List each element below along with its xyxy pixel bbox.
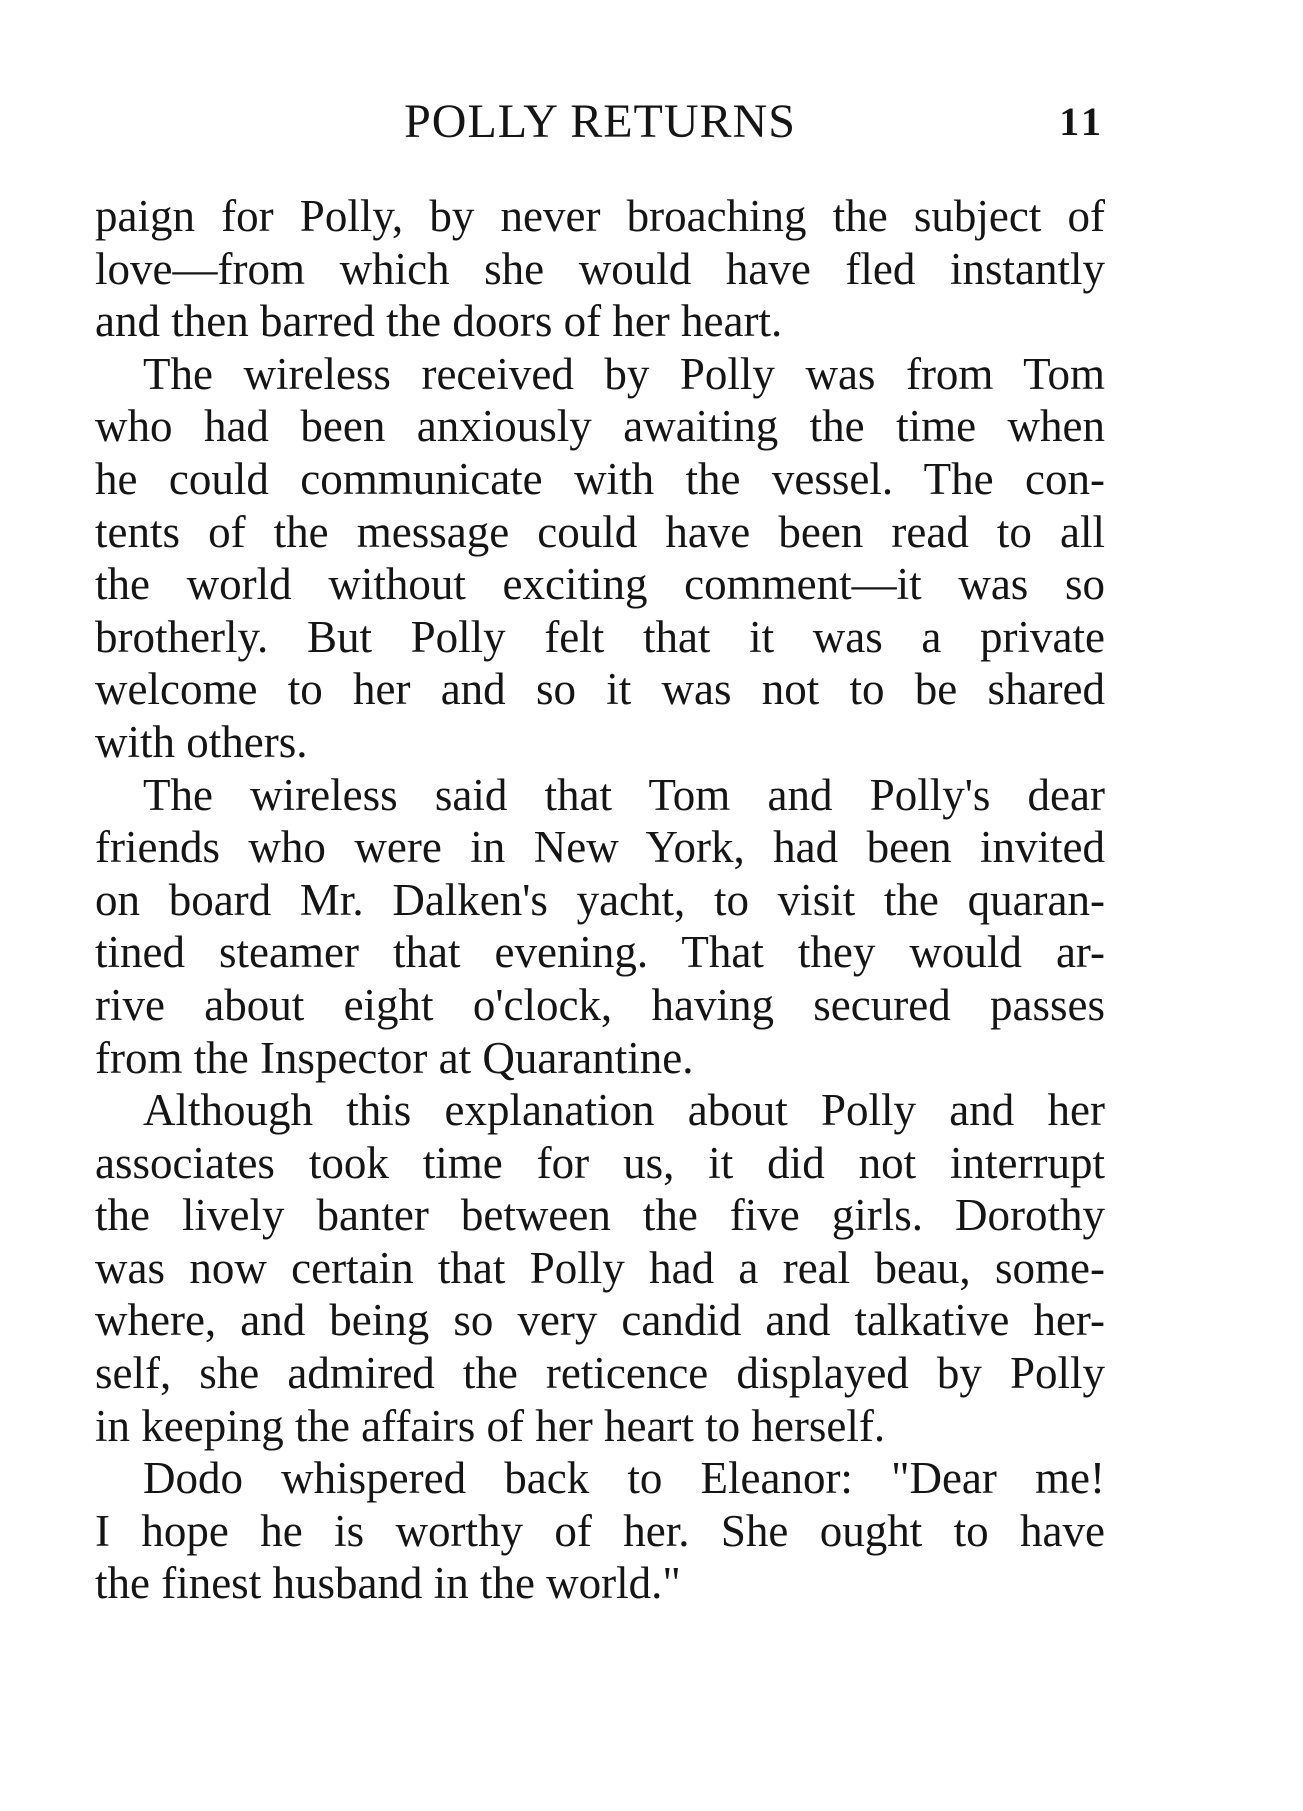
text-line: rive about eight o'clock, having secured passes [95, 979, 1105, 1030]
text-line: he could communicate with the vessel. The con- [95, 453, 1105, 504]
text-line: welcome to her and so it was not to be shared [95, 664, 1105, 715]
text-line: where, and being so very candid and talkative her- [95, 1295, 1105, 1346]
text-line: brotherly. But Polly felt that it was a private [95, 611, 1105, 662]
text-line: Dodo whispered back to Eleanor: "Dear me! [143, 1453, 1105, 1504]
text-line: friends who were in New York, had been invited [95, 822, 1105, 873]
text-line: associates took time for us, it did not interrupt [95, 1137, 1105, 1188]
text-line: on board Mr. Dalken's yacht, to visit the quaran- [95, 874, 1105, 925]
text-line: love—from which she would have fled instantly [95, 243, 1105, 294]
paragraph [95, 1084, 1105, 1452]
text-line: and then barred the doors of her heart. [95, 296, 783, 347]
text-line: self, she admired the reticence displayed by Polly [95, 1348, 1105, 1399]
body-text [95, 190, 1105, 1610]
text-line: tents of the message could have been read to all [95, 506, 1105, 557]
paragraph [95, 348, 1105, 769]
text-line: was now certain that Polly had a real beau, some- [95, 1242, 1105, 1293]
text-line: the world without exciting comment—it was so [95, 559, 1105, 610]
page-number: 11 [1059, 99, 1105, 144]
paragraph [95, 769, 1105, 1085]
text-line: Although this explanation about Polly and her [143, 1085, 1105, 1136]
page-header [95, 92, 1105, 152]
running-title: POLLY RETURNS [404, 95, 796, 148]
text-line: the lively banter between the five girls. Dorothy [95, 1190, 1105, 1241]
paragraph [95, 190, 1105, 348]
text-line: paign for Polly, by never broaching the subject of [95, 191, 1105, 241]
text-line: The wireless said that Tom and Polly's dear [143, 769, 1105, 820]
paragraph [95, 1452, 1105, 1610]
text-line: tined steamer that evening. That they would ar- [95, 927, 1105, 978]
text-line: from the Inspector at Quarantine. [95, 1032, 694, 1083]
text-line: I hope he is worthy of her. She ought to have [95, 1505, 1105, 1556]
text-line: The wireless received by Polly was from Tom [143, 348, 1105, 399]
text-line: with others. [95, 716, 308, 767]
text-line: the finest husband in the world." [95, 1558, 681, 1609]
text-line: who had been anxiously awaiting the time when [95, 401, 1105, 452]
text-line: in keeping the affairs of her heart to herself. [95, 1400, 886, 1451]
